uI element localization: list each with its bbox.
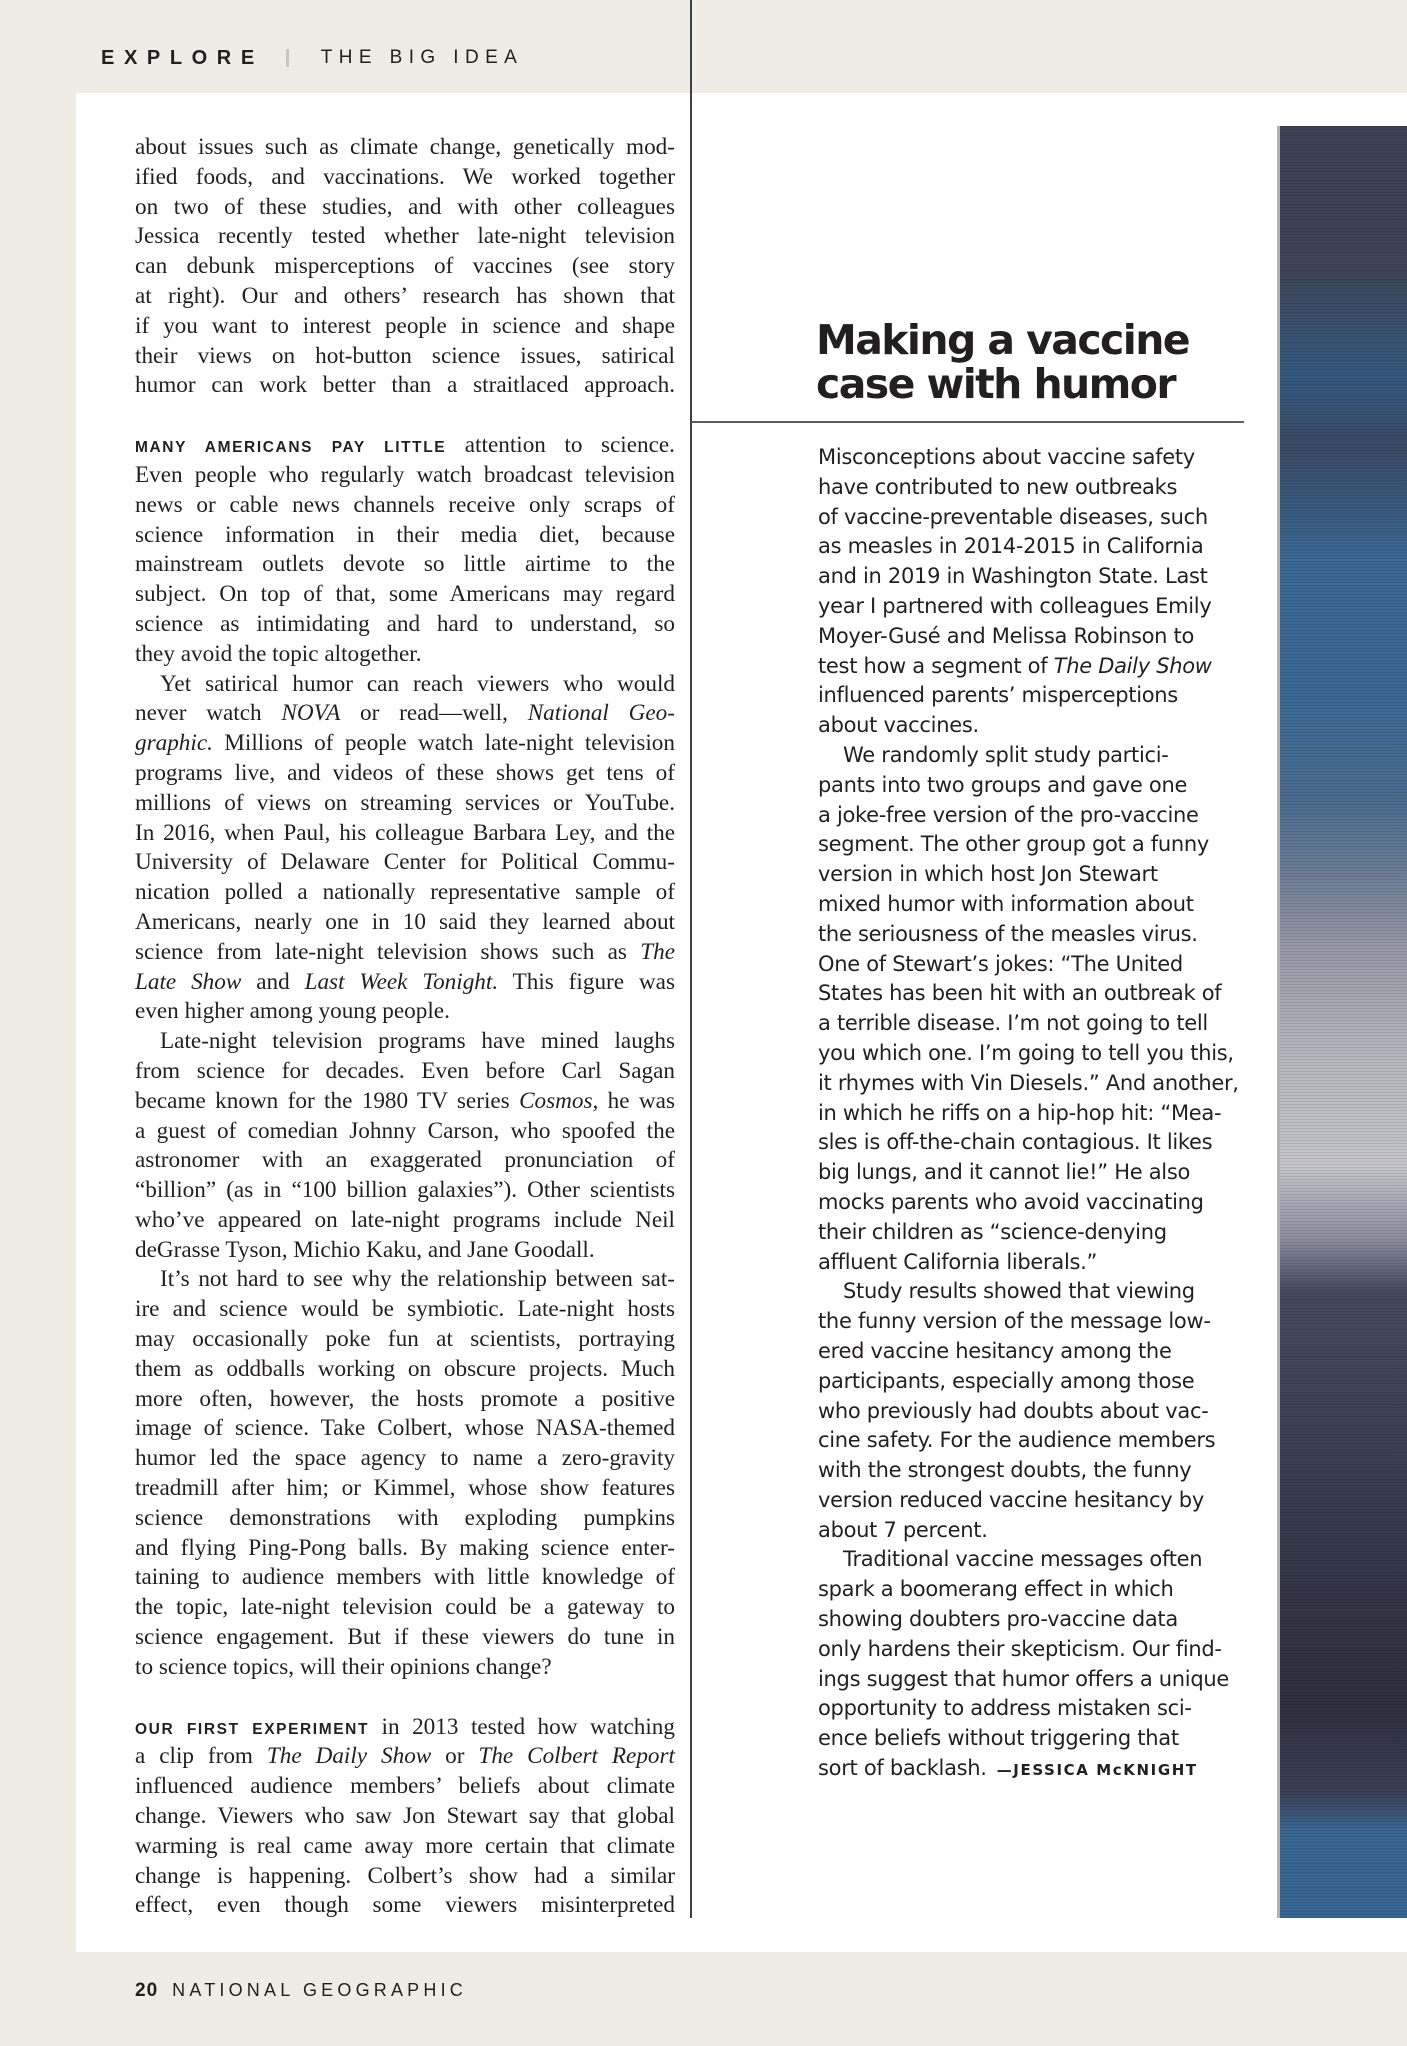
text-line: Late-night television programs have mined laughs <box>160 1028 675 1055</box>
text-line <box>135 729 675 759</box>
text-line <box>818 1754 1246 1784</box>
text-line: segment. The other group got a funny <box>818 832 1210 857</box>
text-line: the seriousness of the measles virus. <box>818 921 1198 946</box>
text-line: opportunity to address mistaken sci- <box>818 1696 1192 1721</box>
text-line: to science topics, will their opinions change? <box>135 1653 552 1680</box>
text-line: ings suggest that humor offers a unique <box>818 1666 1229 1691</box>
text-line <box>818 652 1246 682</box>
sidebar-headline <box>816 318 1189 406</box>
text-fragment: NOVA <box>281 700 341 727</box>
text-line: It’s not hard to see why the relationship between sat- <box>160 1266 675 1293</box>
paragraph <box>135 670 675 1028</box>
text-fragment: became known for the 1980 TV series <box>135 1087 520 1114</box>
text-line: Moyer-Gusé and Melissa Robinson to <box>818 623 1195 648</box>
text-fragment: Cosmos, <box>519 1087 599 1114</box>
text-line <box>135 1087 675 1117</box>
text-fragment: Last Week Tonight. <box>304 968 499 995</box>
text-line: Even people who regularly watch broadcast television <box>135 461 675 488</box>
text-line: have contributed to new outbreaks <box>818 474 1178 499</box>
text-line: as measles in 2014-2015 in California <box>818 534 1204 559</box>
text-line: programs live, and videos of these shows get tens of <box>135 759 675 786</box>
text-fragment: Late Show <box>135 968 242 995</box>
text-line: of vaccine-preventable diseases, such <box>818 504 1208 529</box>
text-line: millions of views on streaming services or YouTube. <box>135 789 675 816</box>
text-line: mixed humor with information about <box>818 891 1194 916</box>
text-line: participants, especially among those <box>818 1368 1195 1393</box>
paragraph <box>135 133 675 401</box>
text-line: about vaccines. <box>818 713 979 738</box>
text-line: subject. On top of that, some Americans may regard <box>135 581 675 608</box>
text-line: mainstream outlets devote so little airtime to the <box>135 551 675 578</box>
text-line: Americans, nearly one in 10 said they learned about <box>135 908 675 935</box>
sidebar-rule <box>691 421 1244 423</box>
paragraph <box>135 1027 675 1265</box>
text-line: In 2016, when Paul, his colleague Barbara Ley, and the <box>135 819 675 846</box>
text-line: on two of these studies, and with other colleagues <box>135 193 675 220</box>
text-line <box>135 431 675 461</box>
text-line: science demonstrations with exploding pumpkins <box>135 1504 675 1531</box>
text-line: taining to audience members with little knowledge of <box>135 1564 675 1591</box>
text-fragment: and <box>241 968 305 995</box>
sidebar-body <box>818 443 1246 1784</box>
text-fragment: The Daily Show <box>266 1743 432 1770</box>
text-line: and flying Ping-Pong balls. By making science enter- <box>135 1534 675 1561</box>
text-line: a terrible disease. I’m not going to tell <box>818 1011 1208 1036</box>
text-line: ence beliefs without triggering that <box>818 1726 1179 1751</box>
text-line: big lungs, and it cannot lie!” He also <box>818 1160 1191 1185</box>
text-line: only hardens their skepticism. Our find- <box>818 1636 1222 1661</box>
text-line: version in which host Jon Stewart <box>818 862 1158 887</box>
text-line: University of Delaware Center for Political Commu- <box>135 849 675 876</box>
text-line: can debunk misperceptions of vaccines (see story <box>135 253 675 280</box>
text-fragment: Millions of people watch late-night television <box>212 730 675 757</box>
publication-name: NATIONAL GEOGRAPHIC <box>172 1980 467 2000</box>
text-line: at right). Our and others’ research has shown that <box>135 282 675 309</box>
text-fragment: or <box>431 1743 479 1770</box>
text-line: States has been hit with an outbreak of <box>818 981 1222 1006</box>
text-line: humor can work better than a straitlaced approach. <box>135 372 675 399</box>
text-fragment: This figure was <box>498 968 675 995</box>
text-line: it rhymes with Vin Diesels.” And another, <box>818 1070 1239 1095</box>
text-line: with the strongest doubts, the funny <box>818 1458 1192 1483</box>
text-line: We randomly split study partici- <box>843 742 1169 767</box>
text-line: they avoid the topic altogether. <box>135 640 422 667</box>
text-line: science as intimidating and hard to understand, so <box>135 610 675 637</box>
text-line: change. Viewers who saw Jon Stewart say that global <box>135 1803 675 1830</box>
text-fragment: National Geo- <box>527 700 675 727</box>
text-line: their children as “science-denying <box>818 1219 1167 1244</box>
text-line: sles is off-the-chain contagious. It likes <box>818 1130 1213 1155</box>
lead-in: OUR FIRST EXPERIMENT <box>135 1720 370 1738</box>
text-fragment: sort of backlash. <box>818 1756 987 1781</box>
text-fragment: or read—well, <box>340 700 528 727</box>
text-line: more often, however, the hosts promote a positive <box>135 1385 675 1412</box>
photo-texture <box>1280 126 1407 1918</box>
text-line: from science for decades. Even before Carl Sagan <box>135 1057 675 1084</box>
text-line: their views on hot-button science issues, satirical <box>135 342 675 369</box>
section-label: EXPLORE <box>101 46 264 69</box>
text-line: Misconceptions about vaccine safety <box>818 445 1195 469</box>
text-line: mocks parents who avoid vaccinating <box>818 1189 1204 1214</box>
headline-line: Making a vaccine <box>816 316 1189 364</box>
text-line: them as oddballs working on obscure projects. Much <box>135 1355 675 1382</box>
text-line: humor led the space agency to name a zero-gravity <box>135 1445 675 1472</box>
text-line: even higher among young people. <box>135 998 450 1025</box>
text-line: about issues such as climate change, genetically mod- <box>135 134 675 160</box>
page-footer <box>135 1980 467 2002</box>
text-line: influenced parents’ misperceptions <box>818 683 1178 708</box>
text-line: image of science. Take Colbert, whose NASA-themed <box>135 1415 675 1442</box>
text-line: ered vaccine hesitancy among the <box>818 1338 1172 1363</box>
text-line <box>135 1742 675 1772</box>
text-line: spark a boomerang effect in which <box>818 1577 1174 1602</box>
text-line: in which he riffs on a hip-hop hit: “Mea- <box>818 1100 1222 1125</box>
text-line: ire and science would be symbiotic. Late-night hosts <box>135 1296 675 1323</box>
text-line: nication polled a nationally representative sample of <box>135 879 675 906</box>
text-fragment: The Colbert Report <box>478 1743 675 1770</box>
main-article-column <box>135 133 675 1921</box>
text-line: the funny version of the message low- <box>818 1309 1211 1334</box>
paragraph <box>135 431 675 669</box>
photo-strip <box>1277 126 1407 1918</box>
text-line <box>135 699 675 729</box>
headline-line: case with humor <box>816 360 1175 408</box>
text-line: treadmill after him; or Kimmel, whose show features <box>135 1475 675 1502</box>
text-fragment: test how a segment of <box>818 653 1054 678</box>
text-fragment: The <box>640 938 675 965</box>
text-line: about 7 percent. <box>818 1517 988 1542</box>
text-fragment: attention to science. <box>446 432 675 459</box>
page-number: 20 <box>135 1980 159 2001</box>
text-line: Traditional vaccine messages often <box>843 1547 1203 1572</box>
text-line: Jessica recently tested whether late-night television <box>135 223 675 250</box>
text-line: influenced audience members’ beliefs about climate <box>135 1773 675 1800</box>
text-line: cine safety. For the audience members <box>818 1428 1216 1453</box>
text-line: a joke-free version of the pro-vaccine <box>818 802 1199 827</box>
text-line: affluent California liberals.” <box>818 1249 1098 1274</box>
subsection-label: THE BIG IDEA <box>320 47 524 68</box>
text-line: pants into two groups and gave one <box>818 772 1188 797</box>
text-line: One of Stewart’s jokes: “The United <box>818 951 1183 976</box>
text-fragment: in 2013 tested how watching <box>369 1713 675 1740</box>
header-divider <box>286 49 289 67</box>
text-line: “billion” (as in “100 billion galaxies”). Other scientists <box>135 1177 675 1204</box>
text-line: may occasionally poke fun at scientists, portraying <box>135 1326 675 1353</box>
text-line <box>135 938 675 968</box>
text-line: Study results showed that viewing <box>843 1279 1195 1304</box>
text-line: effect, even though some viewers misinterpreted <box>135 1892 675 1919</box>
text-fragment: The Daily Show <box>1053 653 1212 678</box>
text-fragment: graphic. <box>135 730 213 757</box>
column-divider <box>690 0 692 1918</box>
text-line: deGrasse Tyson, Michio Kaku, and Jane Goodall. <box>135 1236 595 1263</box>
text-fragment: science from late-night television shows such as <box>135 938 641 965</box>
text-line: science engagement. But if these viewers do tune in <box>135 1624 675 1651</box>
text-line: who’ve appeared on late-night programs include Neil <box>135 1206 675 1233</box>
text-line: news or cable news channels receive only scraps of <box>135 491 675 518</box>
text-line: year I partnered with colleagues Emily <box>818 593 1212 618</box>
text-line: showing doubters pro-vaccine data <box>818 1607 1178 1632</box>
byline: —JESSICA McKNIGHT <box>996 1761 1198 1780</box>
text-fragment: never watch <box>135 700 282 727</box>
lead-in: MANY AMERICANS PAY LITTLE <box>135 439 447 457</box>
text-line <box>135 968 675 998</box>
text-line: science information in their media diet, because <box>135 521 675 548</box>
text-line: ified foods, and vaccinations. We worked together <box>135 163 675 190</box>
text-fragment: he was <box>598 1087 675 1114</box>
text-line: version reduced vaccine hesitancy by <box>818 1487 1204 1512</box>
paragraph <box>135 1265 675 1682</box>
text-line: who previously had doubts about vac- <box>818 1398 1209 1423</box>
text-line: you which one. I’m going to tell you this, <box>818 1040 1234 1065</box>
text-line <box>135 1713 675 1743</box>
text-line: astronomer with an exaggerated pronunciation of <box>135 1147 675 1174</box>
text-line: the topic, late-night television could be a gateway to <box>135 1594 675 1621</box>
running-header <box>101 47 523 69</box>
text-line: if you want to interest people in science and shape <box>135 312 675 339</box>
text-line: warming is real came away more certain that climate <box>135 1832 675 1859</box>
paragraph <box>135 1713 675 1922</box>
text-fragment: a clip from <box>135 1743 267 1770</box>
text-line: Yet satirical humor can reach viewers who would <box>160 670 675 697</box>
text-line: a guest of comedian Johnny Carson, who spoofed the <box>135 1117 675 1144</box>
text-line: and in 2019 in Washington State. Last <box>818 564 1208 589</box>
text-line: change is happening. Colbert’s show had a similar <box>135 1862 675 1889</box>
